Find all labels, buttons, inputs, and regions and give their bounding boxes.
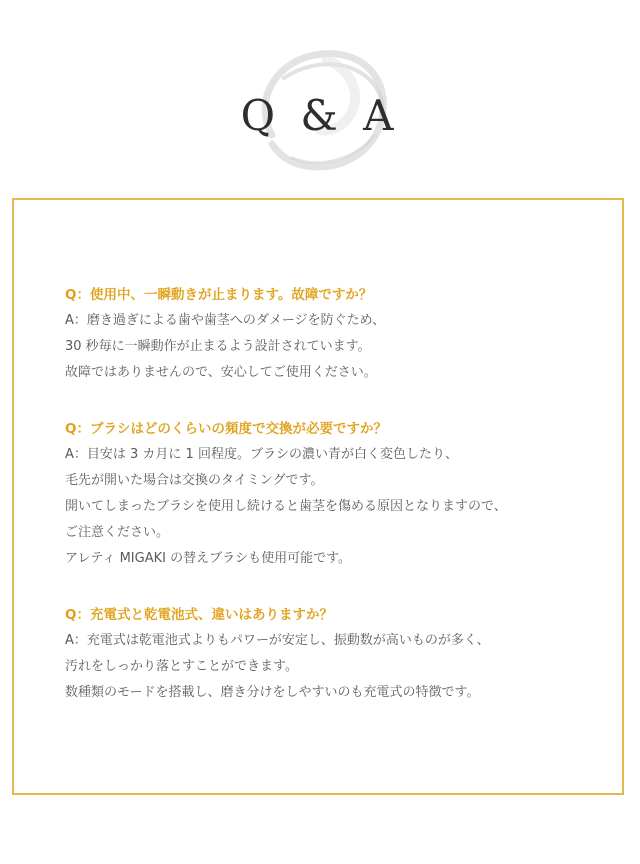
question-text: Q：充電式と乾電池式、違いはありますか？ xyxy=(65,607,333,623)
answer-line: 故障ではありませんので、安心してご使用ください。 xyxy=(65,365,377,380)
qa-item xyxy=(65,416,625,572)
qa-list xyxy=(65,282,625,736)
qa-item xyxy=(65,602,625,706)
qa-item xyxy=(65,282,625,386)
answer-line: A：充電式は乾電池式よりもパワーが安定し、振動数が高いものが多く、 xyxy=(65,633,490,648)
answer-line: 毛先が開いた場合は交換のタイミングです。 xyxy=(65,473,324,488)
page-title: Q & A xyxy=(240,91,400,140)
answer-line: A：磨き過ぎによる歯や歯茎へのダメージを防ぐため、 xyxy=(65,313,386,328)
answer-line: 30 秒毎に一瞬動作が止まるよう設計されています。 xyxy=(65,339,371,354)
answer-line: アレティ MIGAKI の替えブラシも使用可能です。 xyxy=(65,551,352,566)
answer-line: 開いてしまったブラシを使用し続けると歯茎を傷める原因となりますので、 xyxy=(65,499,507,514)
answer-line: ご注意ください。 xyxy=(65,525,170,540)
page-header xyxy=(0,40,640,180)
question-text: Q：ブラシはどのくらいの頻度で交換が必要ですか？ xyxy=(65,421,387,437)
answer-line: A：目安は 3 カ月に 1 回程度。ブラシの濃い青が白く変色したり、 xyxy=(65,447,458,462)
answer-line: 数種類のモードを搭載し、磨き分けをしやすいのも充電式の特徴です。 xyxy=(65,685,480,700)
answer-line: 汚れをしっかり落とすことができます。 xyxy=(65,659,298,674)
question-text: Q：使用中、一瞬動きが止まります。故障ですか？ xyxy=(65,287,373,303)
